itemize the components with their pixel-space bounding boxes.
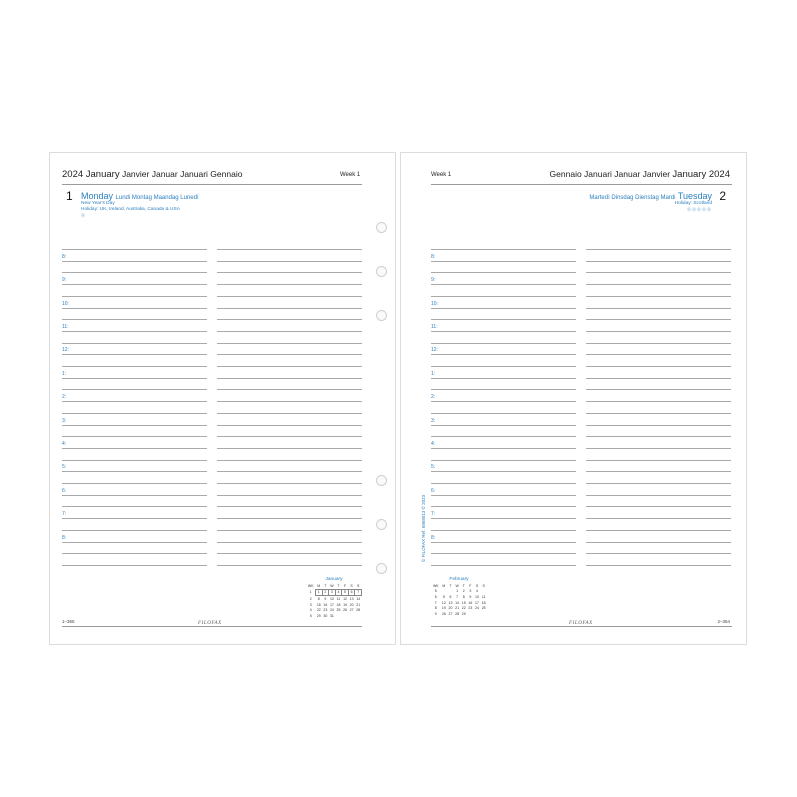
calendar-day: 2 (309, 596, 312, 601)
calendar-day: 5 (434, 589, 437, 594)
calendar-day: 24 (475, 606, 479, 611)
right-hour-label: 8: (431, 534, 436, 541)
right-day-heading (589, 191, 712, 201)
right-ruled-line (431, 319, 576, 320)
left-ruled-line (217, 448, 362, 449)
right-ruled-line (431, 354, 576, 355)
right-mini-calendar (431, 577, 487, 617)
left-ruled-line (62, 471, 207, 472)
left-ruled-line (62, 436, 207, 437)
right-ruled-line (586, 471, 731, 472)
calendar-weekday-label: M (317, 583, 321, 588)
right-ruled-line (431, 530, 576, 531)
left-ruled-line (62, 425, 207, 426)
left-hour-label: 6: (62, 487, 67, 494)
left-note-1: New Year's Day (81, 201, 115, 206)
right-footer-page-count: 2–364 (717, 619, 730, 624)
left-hour-label: 10: (62, 300, 69, 307)
calendar-weekday-label: T (324, 583, 327, 588)
calendar-weekday-label: T (449, 583, 452, 588)
right-ruled-line (586, 460, 731, 461)
calendar-day: 1 (456, 589, 459, 594)
left-ruled-line (62, 343, 207, 344)
left-ruled-line (217, 495, 362, 496)
left-ruled-line (217, 249, 362, 250)
left-hour-label: 12: (62, 347, 69, 354)
calendar-day: 2 (322, 589, 329, 596)
left-ruled-line (62, 413, 207, 414)
right-mini-calendar-grid (431, 583, 487, 617)
right-ruled-line (431, 296, 576, 297)
left-ruled-line (217, 471, 362, 472)
right-ruled-line (431, 542, 576, 543)
calendar-day: 28 (356, 608, 361, 613)
left-hour-label: 3: (62, 417, 67, 424)
calendar-day (355, 613, 362, 619)
left-ruled-line (62, 565, 207, 566)
left-note-2: Holiday: UK, Ireland, Australia, Canada & USA (81, 207, 180, 212)
left-ruled-line (62, 249, 207, 250)
right-ruled-line (586, 518, 731, 519)
left-ruled-line (62, 506, 207, 507)
calendar-day: 20 (448, 606, 453, 611)
calendar-weekday-label: S (357, 583, 360, 588)
calendar-day: 22 (316, 608, 321, 613)
calendar-day: 29 (461, 611, 466, 616)
left-hour-label: 2: (62, 394, 67, 401)
right-ruled-line (586, 413, 731, 414)
ring-hole (376, 310, 387, 321)
right-hour-label: 11: (431, 323, 438, 330)
calendar-weekday-label: T (462, 583, 465, 588)
left-hour-label: 5: (62, 464, 67, 471)
right-page (400, 152, 747, 645)
calendar-day: 28 (455, 611, 460, 616)
calendar-weekday-label: S (482, 583, 485, 588)
calendar-day: 27 (349, 608, 354, 613)
right-ruled-line (586, 530, 731, 531)
left-hour-label: 8: (62, 253, 67, 260)
right-ruled-line (586, 495, 731, 496)
left-hour-label: 8: (62, 534, 67, 541)
calendar-day: 11 (481, 594, 486, 599)
calendar-day: 6 (434, 594, 437, 599)
right-ruled-line (431, 261, 576, 262)
right-ruled-line (431, 436, 576, 437)
calendar-day: 30 (323, 613, 328, 618)
calendar-day: 14 (455, 600, 460, 605)
left-ruled-line (62, 389, 207, 390)
right-hour-label: 8: (431, 253, 436, 260)
calendar-day: 7 (355, 589, 362, 596)
right-header-rule (431, 184, 732, 185)
calendar-day: 4 (335, 589, 342, 596)
left-day-name: Monday (81, 191, 114, 201)
calendar-day: 19 (441, 606, 446, 611)
calendar-day: 6 (449, 594, 452, 599)
calendar-day: 23 (468, 606, 473, 611)
right-ruled-line (586, 319, 731, 320)
right-ruled-line (431, 506, 576, 507)
calendar-day (480, 611, 487, 617)
right-ruled-line (586, 542, 731, 543)
ring-hole (376, 563, 387, 574)
calendar-day: 8 (434, 606, 437, 611)
left-ruled-line (62, 553, 207, 554)
calendar-day: 16 (323, 602, 328, 607)
left-footer-rule (62, 626, 362, 627)
left-hour-label: 9: (62, 277, 67, 284)
calendar-weekday-label: F (343, 583, 347, 588)
left-ruled-line (62, 296, 207, 297)
right-ruled-line (431, 401, 576, 402)
calendar-day: 8 (317, 596, 320, 601)
calendar-day: 17 (329, 602, 334, 607)
ring-hole (376, 475, 387, 486)
right-ruled-line (431, 495, 576, 496)
calendar-day: 27 (448, 611, 453, 616)
left-ruled-line (62, 518, 207, 519)
right-ruled-line (586, 436, 731, 437)
right-ruled-line (431, 343, 576, 344)
calendar-day: 16 (468, 600, 473, 605)
right-ruled-line (586, 448, 731, 449)
calendar-day (474, 611, 481, 617)
right-ruled-line (431, 483, 576, 484)
right-ruled-line (431, 448, 576, 449)
calendar-weekday-label: WK (307, 584, 314, 589)
right-circle-marks: ⓪⓪⓪⓪⓪ (687, 207, 712, 212)
left-ruled-line (62, 542, 207, 543)
right-ruled-line (586, 284, 731, 285)
right-hour-label: 5: (431, 464, 436, 471)
calendar-weekday-label: WK (432, 583, 439, 588)
calendar-day: 4 (309, 608, 312, 613)
calendar-weekday-label: W (330, 583, 334, 588)
left-ruled-line (217, 401, 362, 402)
left-footer-page-count: 1–365 (62, 619, 75, 624)
right-ruled-line (586, 308, 731, 309)
ring-hole (376, 519, 387, 530)
left-ruled-line (62, 460, 207, 461)
calendar-day: 25 (481, 606, 486, 611)
left-ruled-line (217, 553, 362, 554)
left-ruled-line (217, 436, 362, 437)
calendar-day: 21 (356, 602, 361, 607)
left-ruled-line (217, 354, 362, 355)
left-ruled-line (62, 354, 207, 355)
right-ruled-line (431, 378, 576, 379)
left-ruled-line (217, 530, 362, 531)
calendar-day: 18 (481, 600, 486, 605)
calendar-day: 24 (329, 608, 334, 613)
right-filofax-logo: FILOFAX (569, 621, 593, 626)
right-day-languages: Martedì Dinsdag Dienstag Mardi (589, 195, 676, 201)
calendar-day: 8 (462, 594, 465, 599)
calendar-day: 21 (455, 606, 460, 611)
right-mini-calendar-title: February (449, 577, 469, 582)
calendar-day: 3 (329, 589, 336, 596)
right-hour-label: 4: (431, 440, 436, 447)
calendar-day: 17 (475, 600, 479, 605)
right-hour-label: 9: (431, 277, 436, 284)
spine-copyright-text: © FILOFAX Ref. 6868013 © 2023 (421, 494, 426, 562)
left-ruled-line (217, 331, 362, 332)
right-hour-label: 3: (431, 417, 436, 424)
right-day-number: 2 (719, 189, 726, 203)
calendar-day: 3 (309, 602, 312, 607)
left-filofax-logo: FILOFAX (198, 621, 222, 626)
left-header-languages: Janvier Januar Januari Gennaio (121, 169, 243, 179)
right-ruled-line (431, 331, 576, 332)
ring-hole (376, 266, 387, 277)
calendar-day: 25 (336, 608, 341, 613)
right-ruled-line (431, 553, 576, 554)
right-ruled-line (431, 366, 576, 367)
calendar-weekday-label: S (475, 583, 479, 588)
calendar-day: 6 (348, 589, 355, 596)
left-mini-calendar-title: January (325, 577, 343, 582)
calendar-day: 5 (342, 589, 349, 596)
right-ruled-line (431, 272, 576, 273)
left-ruled-line (62, 401, 207, 402)
right-ruled-line (586, 296, 731, 297)
right-ruled-line (586, 553, 731, 554)
calendar-day: 15 (461, 600, 466, 605)
calendar-day: 29 (316, 613, 321, 618)
left-ruled-line (62, 530, 207, 531)
calendar-weekday-label: S (350, 583, 353, 588)
calendar-weekday-label: M (442, 583, 446, 588)
left-page (49, 152, 396, 645)
calendar-day: 10 (329, 596, 334, 601)
left-hour-label: 11: (62, 323, 69, 330)
left-header (62, 169, 242, 180)
left-header-rule (62, 184, 362, 185)
left-ruled-line (62, 272, 207, 273)
left-ruled-line (62, 378, 207, 379)
right-ruled-line (431, 471, 576, 472)
calendar-day: 13 (448, 600, 453, 605)
calendar-day: 22 (461, 606, 466, 611)
diary-spread (49, 152, 747, 645)
left-ruled-line (217, 272, 362, 273)
right-ruled-line (586, 378, 731, 379)
left-mini-calendar-grid (306, 583, 362, 619)
right-hour-label: 10: (431, 300, 438, 307)
right-ruled-line (586, 425, 731, 426)
right-ruled-line (586, 389, 731, 390)
right-ruled-line (431, 425, 576, 426)
right-header-languages: Gennaio Januari Januar Janvier (549, 169, 671, 179)
left-ruled-line (217, 366, 362, 367)
right-ruled-line (431, 389, 576, 390)
left-ruled-line (217, 542, 362, 543)
calendar-day: 3 (469, 589, 472, 594)
right-hour-label: 2: (431, 394, 436, 401)
calendar-day: 14 (356, 596, 361, 601)
calendar-day: 2 (462, 589, 465, 594)
left-ruled-line (217, 319, 362, 320)
left-ruled-line (62, 261, 207, 262)
calendar-day: 19 (343, 602, 347, 607)
right-header-year-month: January 2024 (672, 169, 730, 180)
calendar-day: 26 (343, 608, 347, 613)
left-day-heading (81, 191, 199, 201)
left-ruled-line (217, 565, 362, 566)
left-ruled-line (217, 343, 362, 344)
left-ruled-line (217, 296, 362, 297)
calendar-day: 20 (349, 602, 354, 607)
calendar-day: 5 (442, 594, 445, 599)
right-ruled-line (586, 506, 731, 507)
right-week-label: Week 1 (431, 172, 452, 178)
right-ruled-line (586, 354, 731, 355)
right-ruled-line (431, 308, 576, 309)
calendar-day: 1 (315, 589, 322, 596)
calendar-day: 9 (469, 594, 472, 599)
left-ruled-line (217, 518, 362, 519)
calendar-day: 12 (343, 596, 347, 601)
calendar-day: 9 (434, 611, 437, 616)
calendar-day: 5 (309, 613, 312, 618)
right-ruled-line (431, 518, 576, 519)
left-hour-label: 4: (62, 440, 67, 447)
calendar-day: 23 (323, 608, 328, 613)
calendar-day: 26 (441, 611, 446, 616)
calendar-day: 11 (336, 596, 341, 601)
left-ruled-line (217, 460, 362, 461)
left-header-year-month: 2024 January (62, 169, 120, 180)
right-hour-label: 1: (431, 370, 436, 377)
calendar-day: 13 (349, 596, 354, 601)
left-ruled-line (62, 331, 207, 332)
right-ruled-line (586, 565, 731, 566)
right-ruled-line (586, 401, 731, 402)
left-mini-calendar (306, 577, 362, 619)
right-ruled-line (586, 249, 731, 250)
calendar-day: 7 (456, 594, 459, 599)
right-ruled-line (431, 284, 576, 285)
calendar-day: 10 (475, 594, 479, 599)
right-ruled-line (431, 413, 576, 414)
ring-hole (376, 222, 387, 233)
right-footer-rule (431, 626, 732, 627)
left-ruled-line (217, 308, 362, 309)
calendar-weekday-label: T (337, 583, 340, 588)
right-ruled-line (586, 483, 731, 484)
right-ruled-line (431, 565, 576, 566)
left-day-number: 1 (66, 189, 73, 203)
left-day-languages: Lundi Montag Maandag Lunedì (115, 195, 199, 201)
left-hour-label: 1: (62, 370, 67, 377)
left-circle-marks: ⓪ (81, 213, 86, 218)
left-week-label: Week 1 (340, 172, 361, 178)
calendar-day: 12 (441, 600, 446, 605)
right-ruled-line (586, 343, 731, 344)
right-note-1: Holiday: Scotland (674, 201, 712, 206)
right-hour-label: 6: (431, 487, 436, 494)
left-ruled-line (62, 495, 207, 496)
calendar-day: 4 (476, 589, 478, 594)
left-ruled-line (217, 261, 362, 262)
right-ruled-line (586, 261, 731, 262)
left-ruled-line (217, 389, 362, 390)
calendar-day: 31 (329, 613, 334, 618)
calendar-day: 15 (316, 602, 321, 607)
left-ruled-line (217, 483, 362, 484)
left-ruled-line (217, 506, 362, 507)
calendar-day: 7 (434, 600, 437, 605)
left-ruled-line (62, 284, 207, 285)
left-ruled-line (62, 448, 207, 449)
right-hour-label: 7: (431, 511, 436, 518)
left-ruled-line (217, 413, 362, 414)
right-header (550, 169, 730, 180)
right-hour-label: 12: (431, 347, 438, 354)
left-ruled-line (62, 483, 207, 484)
calendar-day: 1 (309, 590, 312, 595)
right-ruled-line (586, 366, 731, 367)
calendar-day: 18 (336, 602, 341, 607)
right-day-name: Tuesday (677, 191, 712, 201)
left-ruled-line (62, 319, 207, 320)
left-ruled-line (217, 284, 362, 285)
right-ruled-line (586, 272, 731, 273)
calendar-day: 9 (324, 596, 327, 601)
calendar-day (467, 611, 474, 617)
left-ruled-line (217, 378, 362, 379)
left-ruled-line (62, 366, 207, 367)
left-hour-label: 7: (62, 511, 67, 518)
left-ruled-line (62, 308, 207, 309)
left-ruled-line (217, 425, 362, 426)
right-ruled-line (431, 249, 576, 250)
right-ruled-line (431, 460, 576, 461)
calendar-weekday-label: F (469, 583, 472, 588)
calendar-weekday-label: W (455, 583, 459, 588)
right-ruled-line (586, 331, 731, 332)
